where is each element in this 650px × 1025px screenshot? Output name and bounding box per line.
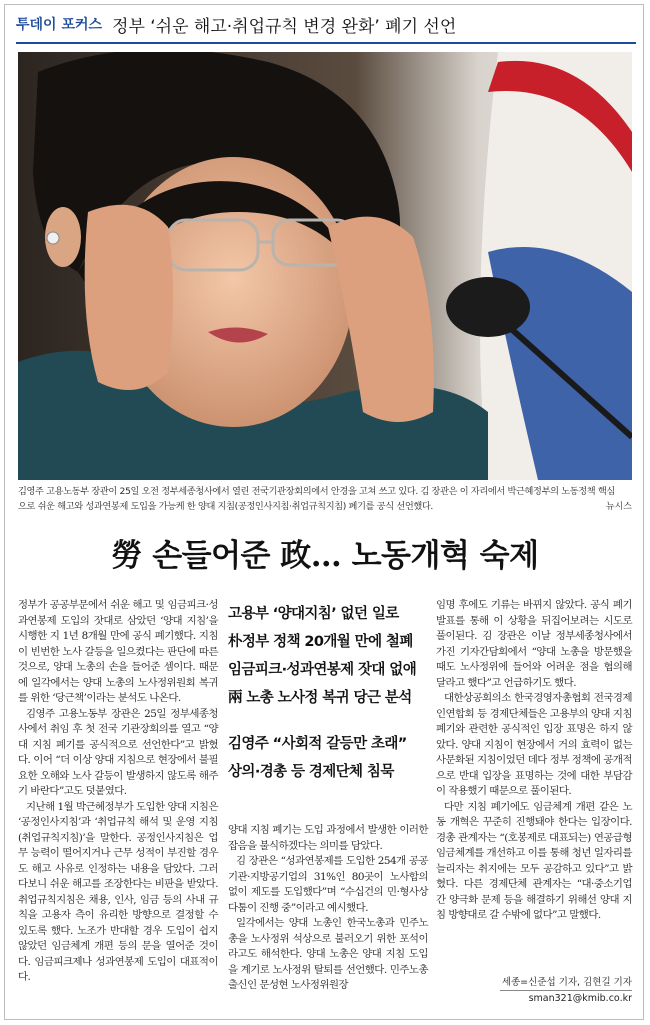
- subhead-gap: [228, 712, 428, 730]
- reporter-email: sman321@kmib.co.kr: [528, 993, 632, 1004]
- byline: 세종=신준섭 기자, 김현길 기자: [501, 977, 632, 988]
- article-paragraph: 지난해 1월 박근혜정부가 도입한 양대 지침은 ‘공정인사지침’과 ‘취업규칙 해석 및 운영 지침(취업규칙지침)’을 말한다. 공정인사지침은 업무 능력이 떨어지거나 근무 성적이 부진할 경우도 해고 사유로 인정하는 내용을 담았다. 그러다보니 쉬운 해고를 조장한다는 비판을 받았다. 취업규칙지침은 채용, 인사, 임금 등의 사내 규칙을 고용자 측이 유리한 방향으로 결정할 수 있도록 했다. 노조가 반대할 경우 도입이 쉽지 않았던 임금체계 개편 등의 문을 열어준 것이다. 임금피크제나 성과연봉제 도입이 대표적이다.: [18, 800, 218, 983]
- photo-credit: 뉴시스: [605, 502, 632, 512]
- article-column-2: [228, 823, 428, 994]
- main-headline: 勞 손들어준 政… 노동개혁 숙제: [111, 538, 539, 574]
- subhead: 임금피크·성과연봉제 잣대 없애: [228, 662, 417, 678]
- subhead: 상의·경총 등 경제단체 침묵: [228, 764, 394, 780]
- header-title: 정부 ‘쉬운 해고·취업규칙 변경 완화’ 폐기 선언: [112, 16, 457, 37]
- section-tag: 투데이 포커스: [16, 17, 103, 33]
- subhead: 兩 노총 노사정 복귀 당근 분석: [228, 690, 412, 706]
- photo-caption: [18, 484, 632, 514]
- header-rule: [16, 42, 636, 44]
- news-photo: [18, 52, 632, 480]
- article-paragraph: 정부가 공공부문에서 쉬운 해고 및 임금피크·성과연봉제 도입의 잣대로 삼았던 ‘양대 지침’을 시행한 지 1년 8개월 만에 공식 폐기했다. 지침이 빈번한 노사 갈등을 일으켰다는 판단에 따른 것으로, 양대 노총의 손을 들어준 셈이다. 때문에 일각에서는 양대 노총의 노사정위원회 복귀를 위한 ‘당근책’이라는 분석도 나온다.: [18, 599, 218, 704]
- byline-rule: [500, 990, 632, 991]
- subhead: 김영주 “사회적 갈등만 초래”: [228, 736, 407, 752]
- subheads: [228, 600, 428, 786]
- article-paragraph: 일각에서는 양대 노총인 한국노총과 민주노총을 노사정위 석상으로 불러오기 위한 포석이라고도 해석한다. 양대 노총은 양대 지침 도입을 계기로 노사정위 탈퇴를 선언했다. 민주노총 출신인 문성현 노사정위원장: [228, 917, 428, 991]
- caption-line-1: 김영주 고용노동부 장관이 25일 오전 정부세종청사에서 열린 전국기관장회의에서 안경을 고쳐 쓰고 있다. 김 장관은 이 자리에서 박근혜정부의 노동정책 핵심: [18, 486, 615, 497]
- article-paragraph: 임명 후에도 기류는 바뀌지 않았다. 공식 폐기 발표를 통해 이 상황을 뒤집어보려는 시도로 풀이된다. 김 장관은 이날 정부세종청사에서 가진 기자간담회에서 “양대 노총을 방문했을 때도 노사정위에 들어와 어려운 점을 협의해 달라고 했다”고 언급하기도 했다.: [436, 599, 632, 689]
- page-header: [16, 6, 636, 42]
- article-column-3: [436, 598, 632, 924]
- article-column-1: [18, 598, 218, 986]
- article-paragraph: 대한상공회의소 한국경영자총협회 전국경제인연합회 등 경제단체들은 고용부의 양대 지침 폐기와 관련한 공식적인 입장 표명은 하지 않았다. 양대 지침이 현장에서 거의 효력이 없는 사문화된 지침이었던 데다 정부 정책에 공개적으로 반대 입장을 표명하는 것에 대한 부담감이 작용했기 때문으로 풀이된다.: [436, 692, 632, 797]
- article-paragraph: 다만 지침 폐기에도 임금체계 개편 같은 노동 개혁은 꾸준히 진행돼야 한다는 입장이다. 경총 관계자는 “(호봉제로 대표되는) 연공급형 임금체계를 개선하고 이를 통해 청년 일자리를 늘리자는 취지에는 모두 공감하고 있다”고 밝혔다. 다른 경제단체 관계자는 “대·중소기업 간 양극화 문제 등을 해결하기 위해선 양대 지침 방향대로 갈 수밖에 없다”고 말했다.: [436, 800, 632, 921]
- subhead: 고용부 ‘양대지침’ 없던 일로: [228, 606, 399, 622]
- woman-adjusting-glasses-photo: [18, 52, 632, 480]
- subhead: 朴정부 정책 20개월 만에 철폐: [228, 634, 413, 650]
- article-paragraph: 김 장관은 “성과연봉제를 도입한 254개 공공기관·지방공기업의 31%인 80곳이 노사합의 없이 제도를 도입했다”며 “수십건의 민·형사상 다툼이 진행 중”이라고 예시했다.: [228, 855, 428, 914]
- article-paragraph: 양대 지침 폐기는 도입 과정에서 발생한 이러한 잡음을 불식하겠다는 의미를 담았다.: [228, 824, 428, 852]
- article-paragraph: 김영주 고용노동부 장관은 25일 정부세종청사에서 취임 후 첫 전국 기관장회의를 열고 “양대 지침 폐기를 공식적으로 선언한다”고 밝혔다. 이어 “더 이상 양대 지침으로 현장에서 불필요한 오해와 노사 갈등이 발생하지 않도록 해주기 바란다”고도 덧붙였다.: [18, 707, 218, 797]
- caption-line-2: 으로 쉬운 해고와 성과연봉제 도입을 가능케 한 양대 지침(공정인사지침·취업규칙지침) 폐기를 공식 선언했다.: [18, 501, 433, 512]
